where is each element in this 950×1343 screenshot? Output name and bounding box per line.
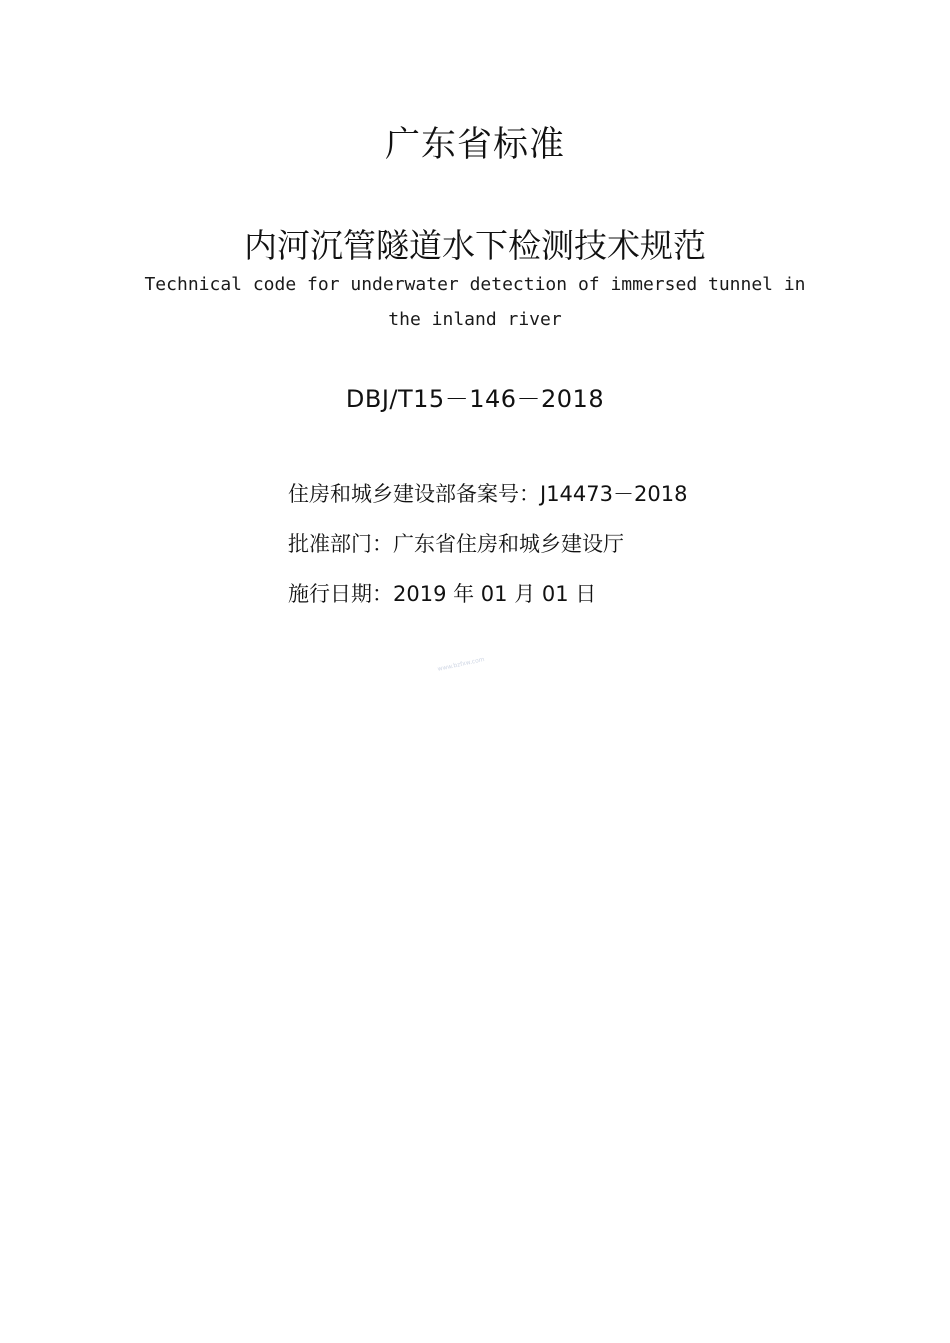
watermark: www.bzfxw.com: [437, 656, 486, 673]
approval-department: 批准部门：广东省住房和城乡建设厅: [288, 532, 624, 556]
standard-type-heading: 广东省标准: [384, 125, 565, 165]
effective-date: 施行日期：2019 年 01 月 01 日: [288, 582, 597, 606]
document-title-english-line-2: the inland river: [388, 309, 562, 330]
record-number: 住房和城乡建设部备案号：J14473－2018: [288, 482, 688, 506]
document-title-english-line-1: Technical code for underwater detection of immersed tunnel in: [144, 274, 806, 295]
publication-info: [288, 478, 888, 628]
standard-code: DBJ/T15－146－2018: [345, 385, 605, 413]
document-title-chinese: 内河沉管隧道水下检测技术规范: [244, 226, 706, 265]
